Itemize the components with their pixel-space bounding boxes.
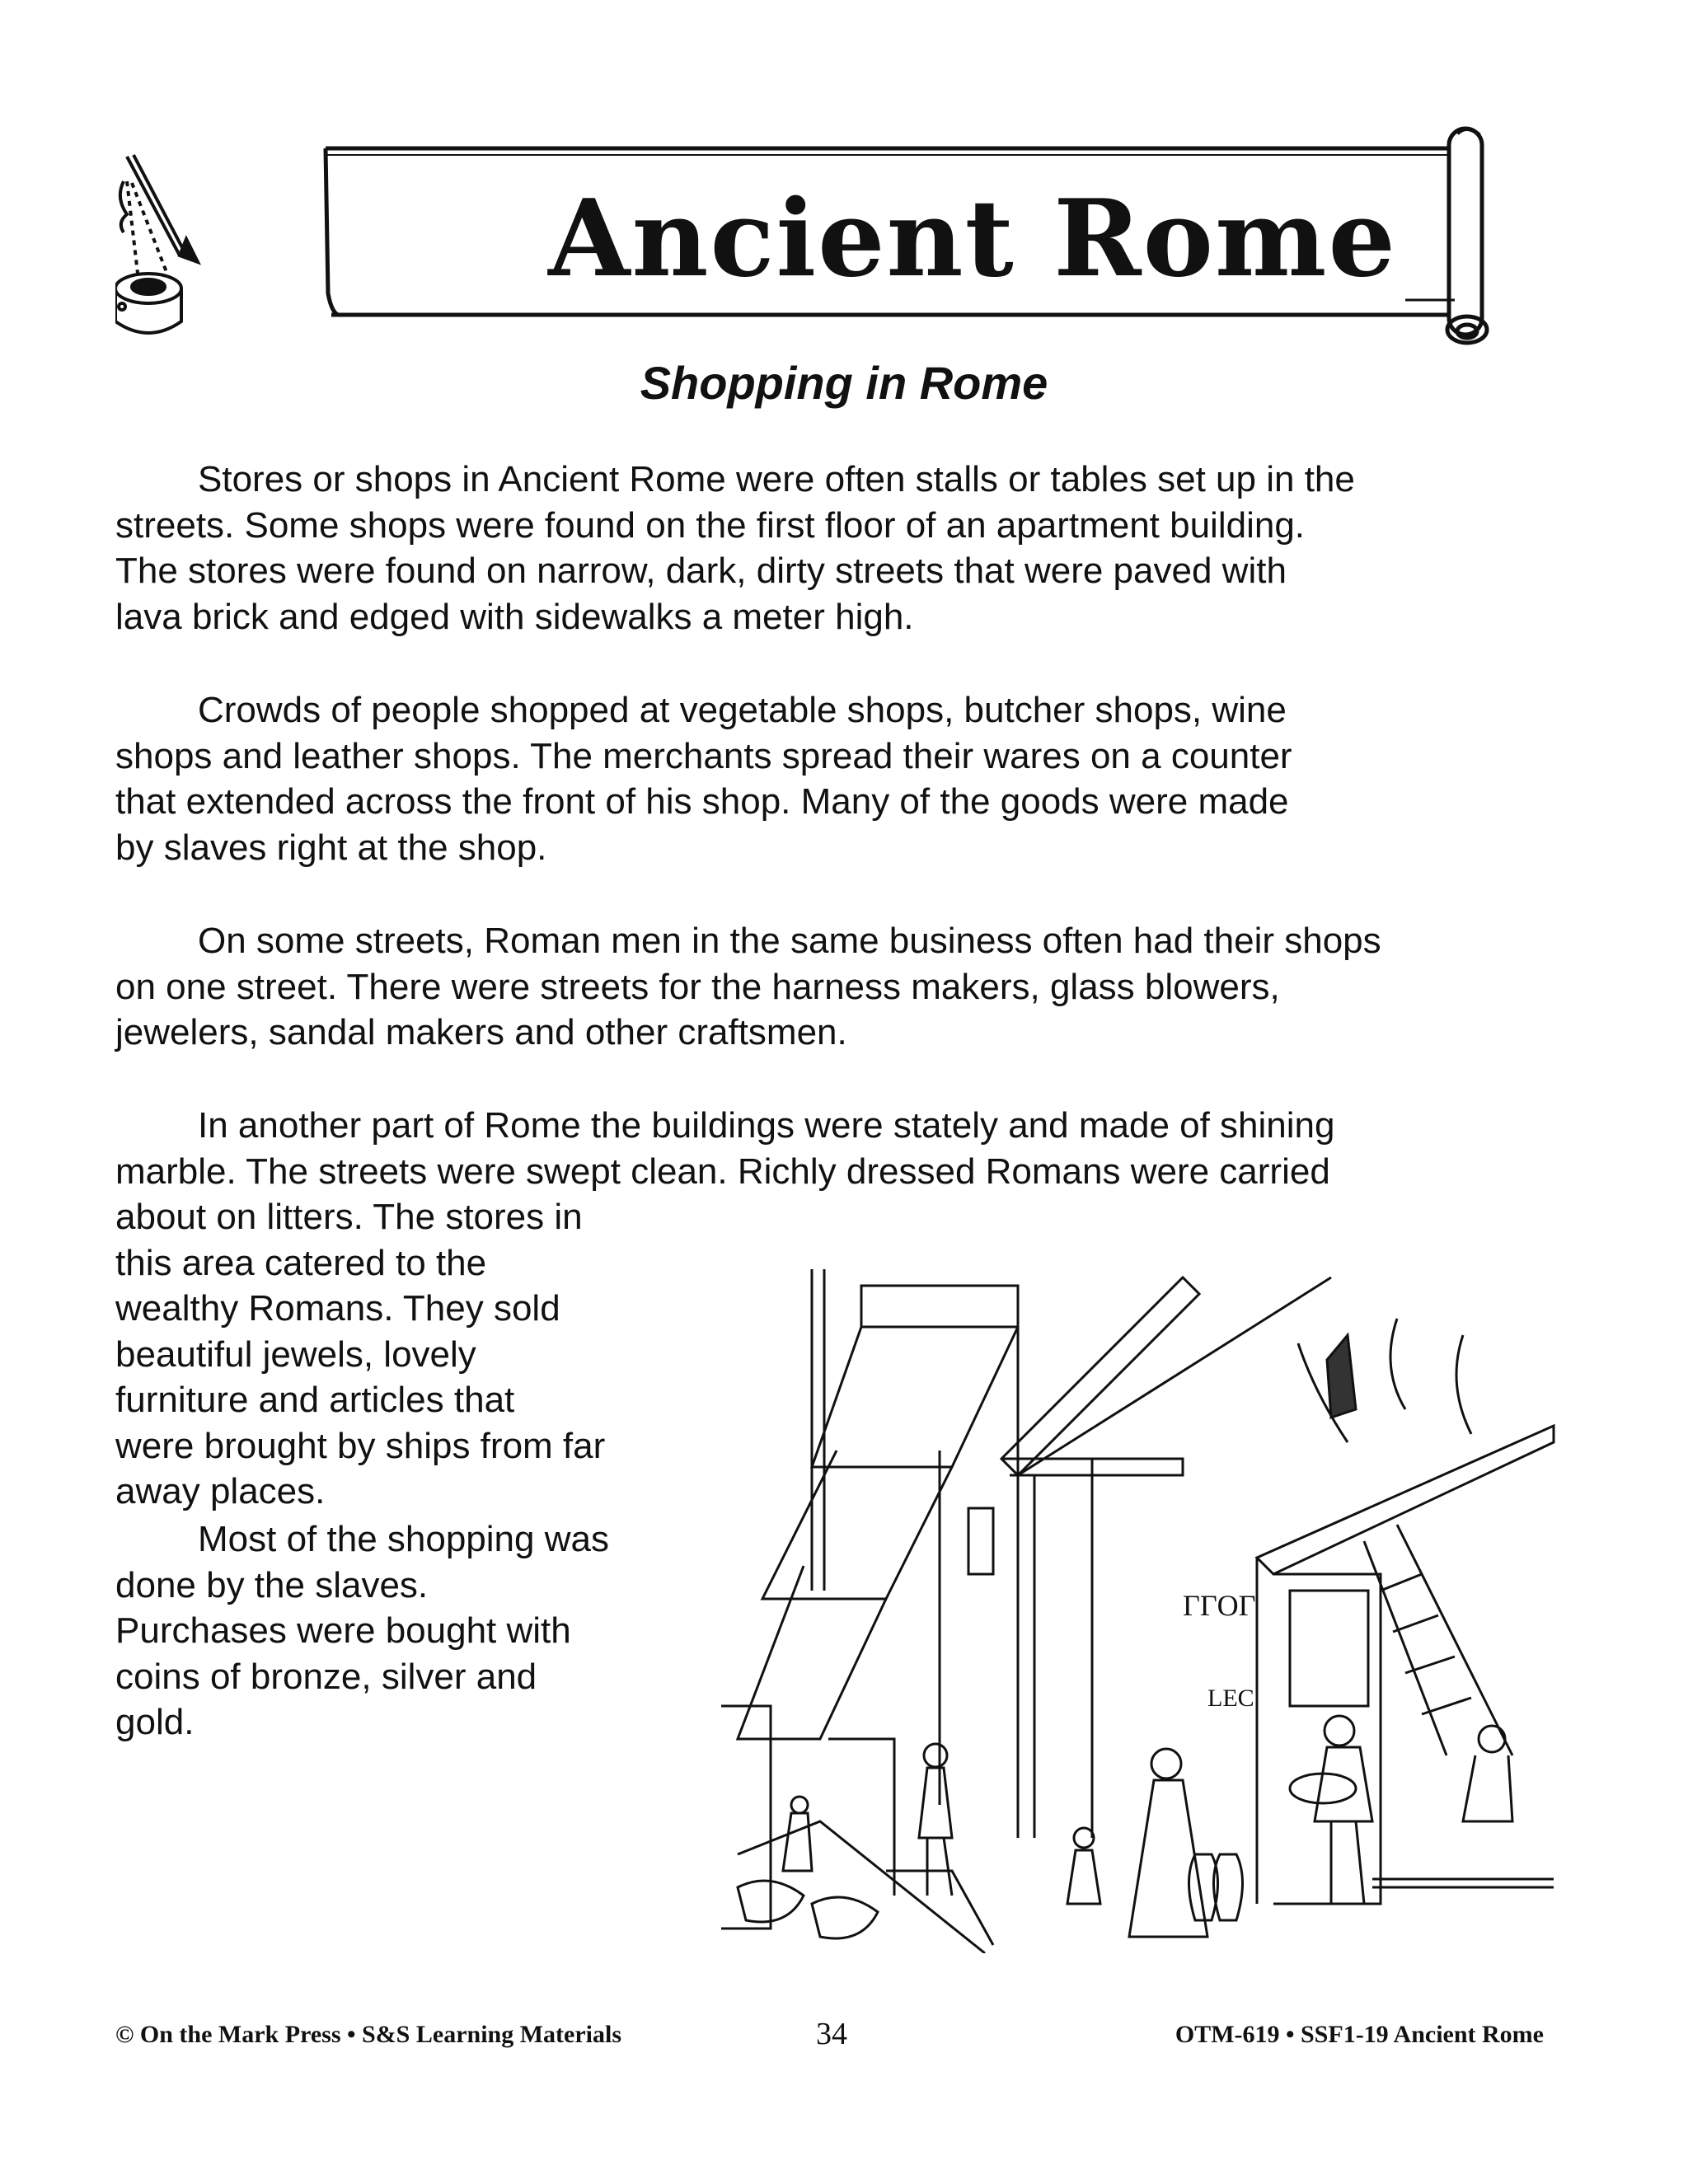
text-line: On some streets, Roman men in the same business often had their shops [198,921,1381,961]
roman-street-illustration [721,1244,1558,1953]
text-line: Stores or shops in Ancient Rome were often stalls or tables set up in the [198,459,1355,499]
paragraph-1 [115,457,1533,640]
text-line: furniture and articles that [115,1380,515,1420]
text-line: Purchases were bought with [115,1610,571,1651]
paragraph-3 [115,918,1533,1056]
text-line: lava brick and edged with sidewalks a meter high. [115,596,914,637]
text-line: wealthy Romans. They sold [115,1288,560,1329]
text-line: beautiful jewels, lovely [115,1333,476,1375]
text-line: by slaves right at the shop. [115,827,547,868]
svg-text:LEC: LEC [1207,1685,1254,1712]
svg-text:ΓΓΟΓ: ΓΓΟΓ [1183,1589,1256,1622]
quill-and-inkwell-icon [115,155,198,333]
text-line: Most of the shopping was [198,1519,609,1559]
text-line: about on litters. The stores in [115,1197,583,1237]
text-line: coins of bronze, silver and [115,1656,537,1697]
paragraph-2 [115,687,1533,870]
text-line: marble. The streets were swept clean. Richly dressed Romans were carried [115,1151,1330,1192]
text-line: that extended across the front of his shop. Many of the goods were made [115,781,1289,822]
text-line: away places. [115,1471,326,1511]
footer-copyright: © On the Mark Press • S&S Learning Materials [115,2021,621,2048]
page-title: Ancient Rome [548,177,1397,301]
text-line: on one street. There were streets for the harness makers, glass blowers, [115,966,1280,1007]
text-line: gold. [115,1702,195,1742]
text-line: this area catered to the [115,1242,487,1283]
paragraph-5 [115,1516,676,1746]
text-line: Crowds of people shopped at vegetable shops, butcher shops, wine [198,690,1287,730]
text-line: In another part of Rome the buildings were stately and made of shining [198,1105,1335,1146]
footer-product-code: OTM-619 • SSF1-19 Ancient Rome [1175,2021,1544,2048]
page-number: 34 [816,2017,847,2051]
text-line: done by the slaves. [115,1564,429,1605]
text-line: jewelers, sandal makers and other craftsmen. [115,1012,847,1052]
page-header [115,124,1566,354]
text-line: The stores were found on narrow, dark, dirty streets that were paved with [115,551,1287,591]
text-line: streets. Some shops were found on the first floor of an apartment building. [115,504,1306,546]
page-footer [0,2017,1688,2054]
text-line: shops and leather shops. The merchants spread their wares on a counter [115,735,1292,776]
text-line: were brought by ships from far [115,1425,606,1466]
section-subtitle: Shopping in Rome [640,357,1048,409]
